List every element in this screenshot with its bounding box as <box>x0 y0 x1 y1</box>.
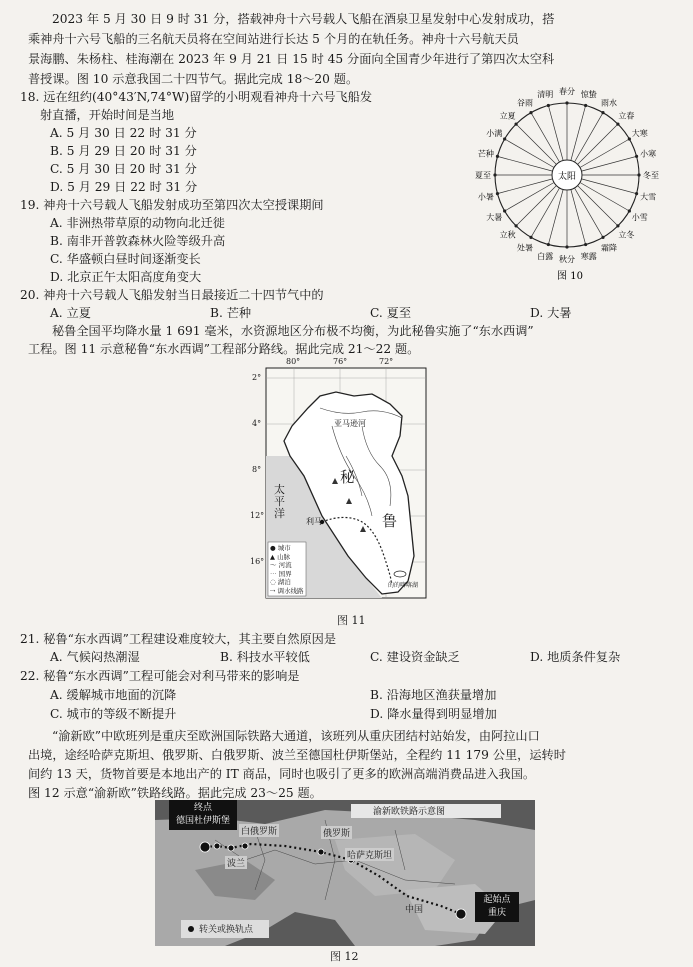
q18-option-c[interactable]: C. 5 月 30 日 20 时 31 分 <box>50 162 197 176</box>
term-dot <box>547 243 550 246</box>
term-dot <box>496 192 499 195</box>
q18-stem-2: 射直播，开始时间是当地 <box>40 108 175 122</box>
q22-stem: 22. 秘鲁“东水西调”工程可能会对利马带来的影响是 <box>20 669 300 683</box>
intro1-line2: 乘神舟十六号飞船的三名航天员将在空间站进行长达 5 个月的在轨任务。神舟十六号航天员 <box>28 32 519 46</box>
fig12-title: 渝新欧铁路示意图 <box>373 807 446 817</box>
country-label-1: 秘 <box>340 468 356 486</box>
solar-term-label: 夏至 <box>475 171 491 180</box>
lake-label: 的的喀喀湖 <box>388 582 419 589</box>
q18-option-d[interactable]: D. 5 月 29 日 22 时 31 分 <box>50 180 198 194</box>
q18-stem-1: 18. 远在纽约(40°43′N,74°W)留学的小明观看神舟十六号飞船发 <box>20 90 373 104</box>
q18-option-a[interactable]: A. 5 月 30 日 22 时 31 分 <box>50 126 197 140</box>
spoke <box>548 189 563 244</box>
solar-term-label: 小满 <box>486 129 503 138</box>
spoke <box>575 188 604 237</box>
amazon-river-label: 亚马逊河 <box>334 419 366 428</box>
q19-option-d[interactable]: D. 北京正午太阳高度角变大 <box>50 270 202 284</box>
intro1-line4: 普授课。图 10 示意我国二十四节气。据此完成 18～20 题。 <box>28 72 359 86</box>
solar-term-label: 大雪 <box>640 192 657 202</box>
lon-tick-80: 80° <box>286 357 301 366</box>
figure-11-caption: 图 11 <box>337 614 366 627</box>
solar-term-label: 立夏 <box>499 111 516 121</box>
lat-tick-4: 4° <box>252 419 262 428</box>
q21-stem: 21. 秘鲁“东水西调”工程建设难度较大，其主要自然原因是 <box>20 632 337 646</box>
intro3-line1: “渝新欧”中欧班列是重庆至欧洲国际铁路大通道，该班列从重庆团结村站始发，由阿拉山口 <box>52 729 540 743</box>
lat-tick-2: 2° <box>252 373 262 382</box>
intro2-line2: 工程。图 11 示意秘鲁“东水西调”工程部分路线。据此完成 21～22 题。 <box>28 342 420 356</box>
term-dot <box>584 243 587 246</box>
term-dot <box>529 236 532 239</box>
q22-option-b[interactable]: B. 沿海地区渔获量增加 <box>370 688 497 702</box>
spoke <box>578 186 618 226</box>
intro2-line1: 秘鲁全国平均降水量 1 691 毫米，水资源地区分布极不均衡，为此秘鲁实施了“东水西调” <box>52 324 534 338</box>
kazakhstan-label: 哈萨克斯坦 <box>345 848 394 861</box>
solar-term-label: 寒露 <box>580 252 597 262</box>
spoke <box>581 179 636 194</box>
q20-option-a[interactable]: A. 立夏 <box>50 306 91 320</box>
spoke <box>578 124 618 164</box>
term-dot <box>628 137 631 140</box>
solar-term-label: 立秋 <box>499 230 516 240</box>
spoke <box>505 139 554 168</box>
solar-term-label: 谷雨 <box>517 98 533 108</box>
q21-option-b[interactable]: B. 科技水平较低 <box>220 650 310 664</box>
term-dot <box>529 111 532 114</box>
solar-term-label: 小寒 <box>640 149 657 159</box>
q22-option-c[interactable]: C. 城市的等级不断提升 <box>50 707 177 721</box>
solar-term-label: 春分 <box>559 87 575 96</box>
ocean-label: 太 平 洋 <box>274 483 285 520</box>
solar-term-label: 立冬 <box>618 230 635 240</box>
figure-10-solar-terms-wheel <box>458 86 676 286</box>
q20-option-b[interactable]: B. 芒种 <box>210 306 252 320</box>
q22-option-d[interactable]: D. 降水量得到明显增加 <box>370 707 497 721</box>
spoke <box>548 105 563 160</box>
term-dot <box>547 104 550 107</box>
solar-term-label: 霜降 <box>601 243 617 253</box>
term-dot <box>496 155 499 158</box>
solar-term-label: 立春 <box>618 111 635 121</box>
fig11-legend: ● 城市 ▲ 山脉 ～ 河流 ⋯ 国界 ◌ 湖泊 ⇢ 调水线路 <box>270 544 304 595</box>
term-dot <box>584 104 587 107</box>
end-label: 终点 德国杜伊斯堡 <box>175 803 230 826</box>
term-dot <box>514 224 517 227</box>
q20-option-d[interactable]: D. 大暑 <box>530 306 572 320</box>
spoke <box>580 183 629 212</box>
spoke <box>497 156 552 171</box>
figure-11 <box>250 356 432 616</box>
term-dot <box>637 173 640 176</box>
poland-label: 波兰 <box>225 856 247 869</box>
term-dot <box>635 155 638 158</box>
term-dot <box>616 224 619 227</box>
fig12-legend: 转关或换轨点 <box>199 925 254 935</box>
country-label-2: 鲁 <box>382 512 398 530</box>
q18-option-b[interactable]: B. 5 月 29 日 20 时 31 分 <box>50 144 197 158</box>
q19-stem: 19. 神舟十六号载人飞船发射成功至第四次太空授课期间 <box>20 198 324 212</box>
spoke <box>571 189 586 244</box>
spoke <box>505 183 554 212</box>
q21-option-d[interactable]: D. 地质条件复杂 <box>530 650 621 664</box>
q21-option-c[interactable]: C. 建设资金缺乏 <box>370 650 460 664</box>
solar-term-label: 冬至 <box>643 171 659 180</box>
lat-tick-12: 12° <box>250 511 265 520</box>
term-dot <box>503 137 506 140</box>
spoke <box>571 105 586 160</box>
q21-option-a[interactable]: A. 气候闷热潮湿 <box>50 650 140 664</box>
q20-option-c[interactable]: C. 夏至 <box>370 306 412 320</box>
lon-tick-76: 76° <box>333 357 348 366</box>
term-dot <box>565 245 568 248</box>
figure-12-caption: 图 12 <box>330 950 359 963</box>
solar-term-label: 芒种 <box>477 149 494 159</box>
belarus-label: 白俄罗斯 <box>239 824 279 837</box>
term-dot <box>493 173 496 176</box>
intro3-line2: 出境，途经哈萨克斯坦、俄罗斯、白俄罗斯、波兰至德国杜伊斯堡站，全程约 11 179 公里，运转时 <box>28 748 566 762</box>
term-dot <box>601 236 604 239</box>
solar-term-label: 大暑 <box>486 213 503 222</box>
spoke <box>580 139 629 168</box>
term-dot <box>601 111 604 114</box>
q19-option-c[interactable]: C. 华盛顿白昼时间逐渐变长 <box>50 252 201 266</box>
sun-label: 太阳 <box>557 172 577 182</box>
term-dot <box>616 122 619 125</box>
solar-term-label: 秋分 <box>559 255 575 264</box>
term-dot <box>628 209 631 212</box>
spoke <box>497 179 552 194</box>
intro1-line1: 2023 年 5 月 30 日 9 时 31 分，搭载神舟十六号载人飞船在酒泉卫星发射中心发射成功，搭 <box>52 12 555 26</box>
q22-option-a[interactable]: A. 缓解城市地面的沉降 <box>50 688 177 702</box>
lima-label: 利马 <box>306 517 322 526</box>
term-dot <box>565 101 568 104</box>
spoke <box>531 113 560 162</box>
intro3-line4: 图 12 示意“渝新欧”铁路线路。据此完成 23～25 题。 <box>28 786 322 800</box>
spoke <box>531 188 560 237</box>
intro1-line3: 景海鹏、朱杨柱、桂海潮在 2023 年 9 月 21 日 15 时 45 分面向全国青少年进行了第四次太空科 <box>28 52 555 66</box>
lon-tick-72: 72° <box>379 357 394 366</box>
term-dot <box>635 192 638 195</box>
solar-term-label: 处暑 <box>517 243 533 253</box>
russia-label: 俄罗斯 <box>321 826 352 839</box>
solar-term-label: 小雪 <box>631 213 648 222</box>
lat-tick-16: 16° <box>250 557 265 566</box>
figure-10-caption: 图 10 <box>557 271 583 282</box>
solar-term-label: 雨水 <box>601 98 617 108</box>
start-label: 起始点 重庆 <box>483 895 511 918</box>
solar-term-label: 清明 <box>537 89 554 99</box>
figure-12 <box>155 800 535 946</box>
spoke <box>575 113 604 162</box>
spoke <box>516 124 556 164</box>
q20-stem: 20. 神舟十六号载人飞船发射当日最接近二十四节气中的 <box>20 288 324 302</box>
solar-term-label: 大寒 <box>631 129 648 138</box>
intro3-line3: 间约 13 天，货物首要是本地出产的 IT 商品，同时也吸引了更多的欧洲高端消费品进入我国。 <box>28 767 536 781</box>
spoke <box>581 156 636 171</box>
china-label: 中国 <box>405 905 424 915</box>
lat-tick-8: 8° <box>252 465 262 474</box>
spoke <box>516 186 556 226</box>
solar-term-label: 小暑 <box>477 192 494 202</box>
q19-option-a[interactable]: A. 非洲热带草原的动物向北迁徙 <box>50 216 225 230</box>
term-dot <box>514 122 517 125</box>
solar-term-label: 惊蛰 <box>580 89 597 99</box>
term-dot <box>503 209 506 212</box>
q19-option-b[interactable]: B. 南非开普敦森林火险等级升高 <box>50 234 226 248</box>
solar-term-label: 白露 <box>537 252 554 262</box>
